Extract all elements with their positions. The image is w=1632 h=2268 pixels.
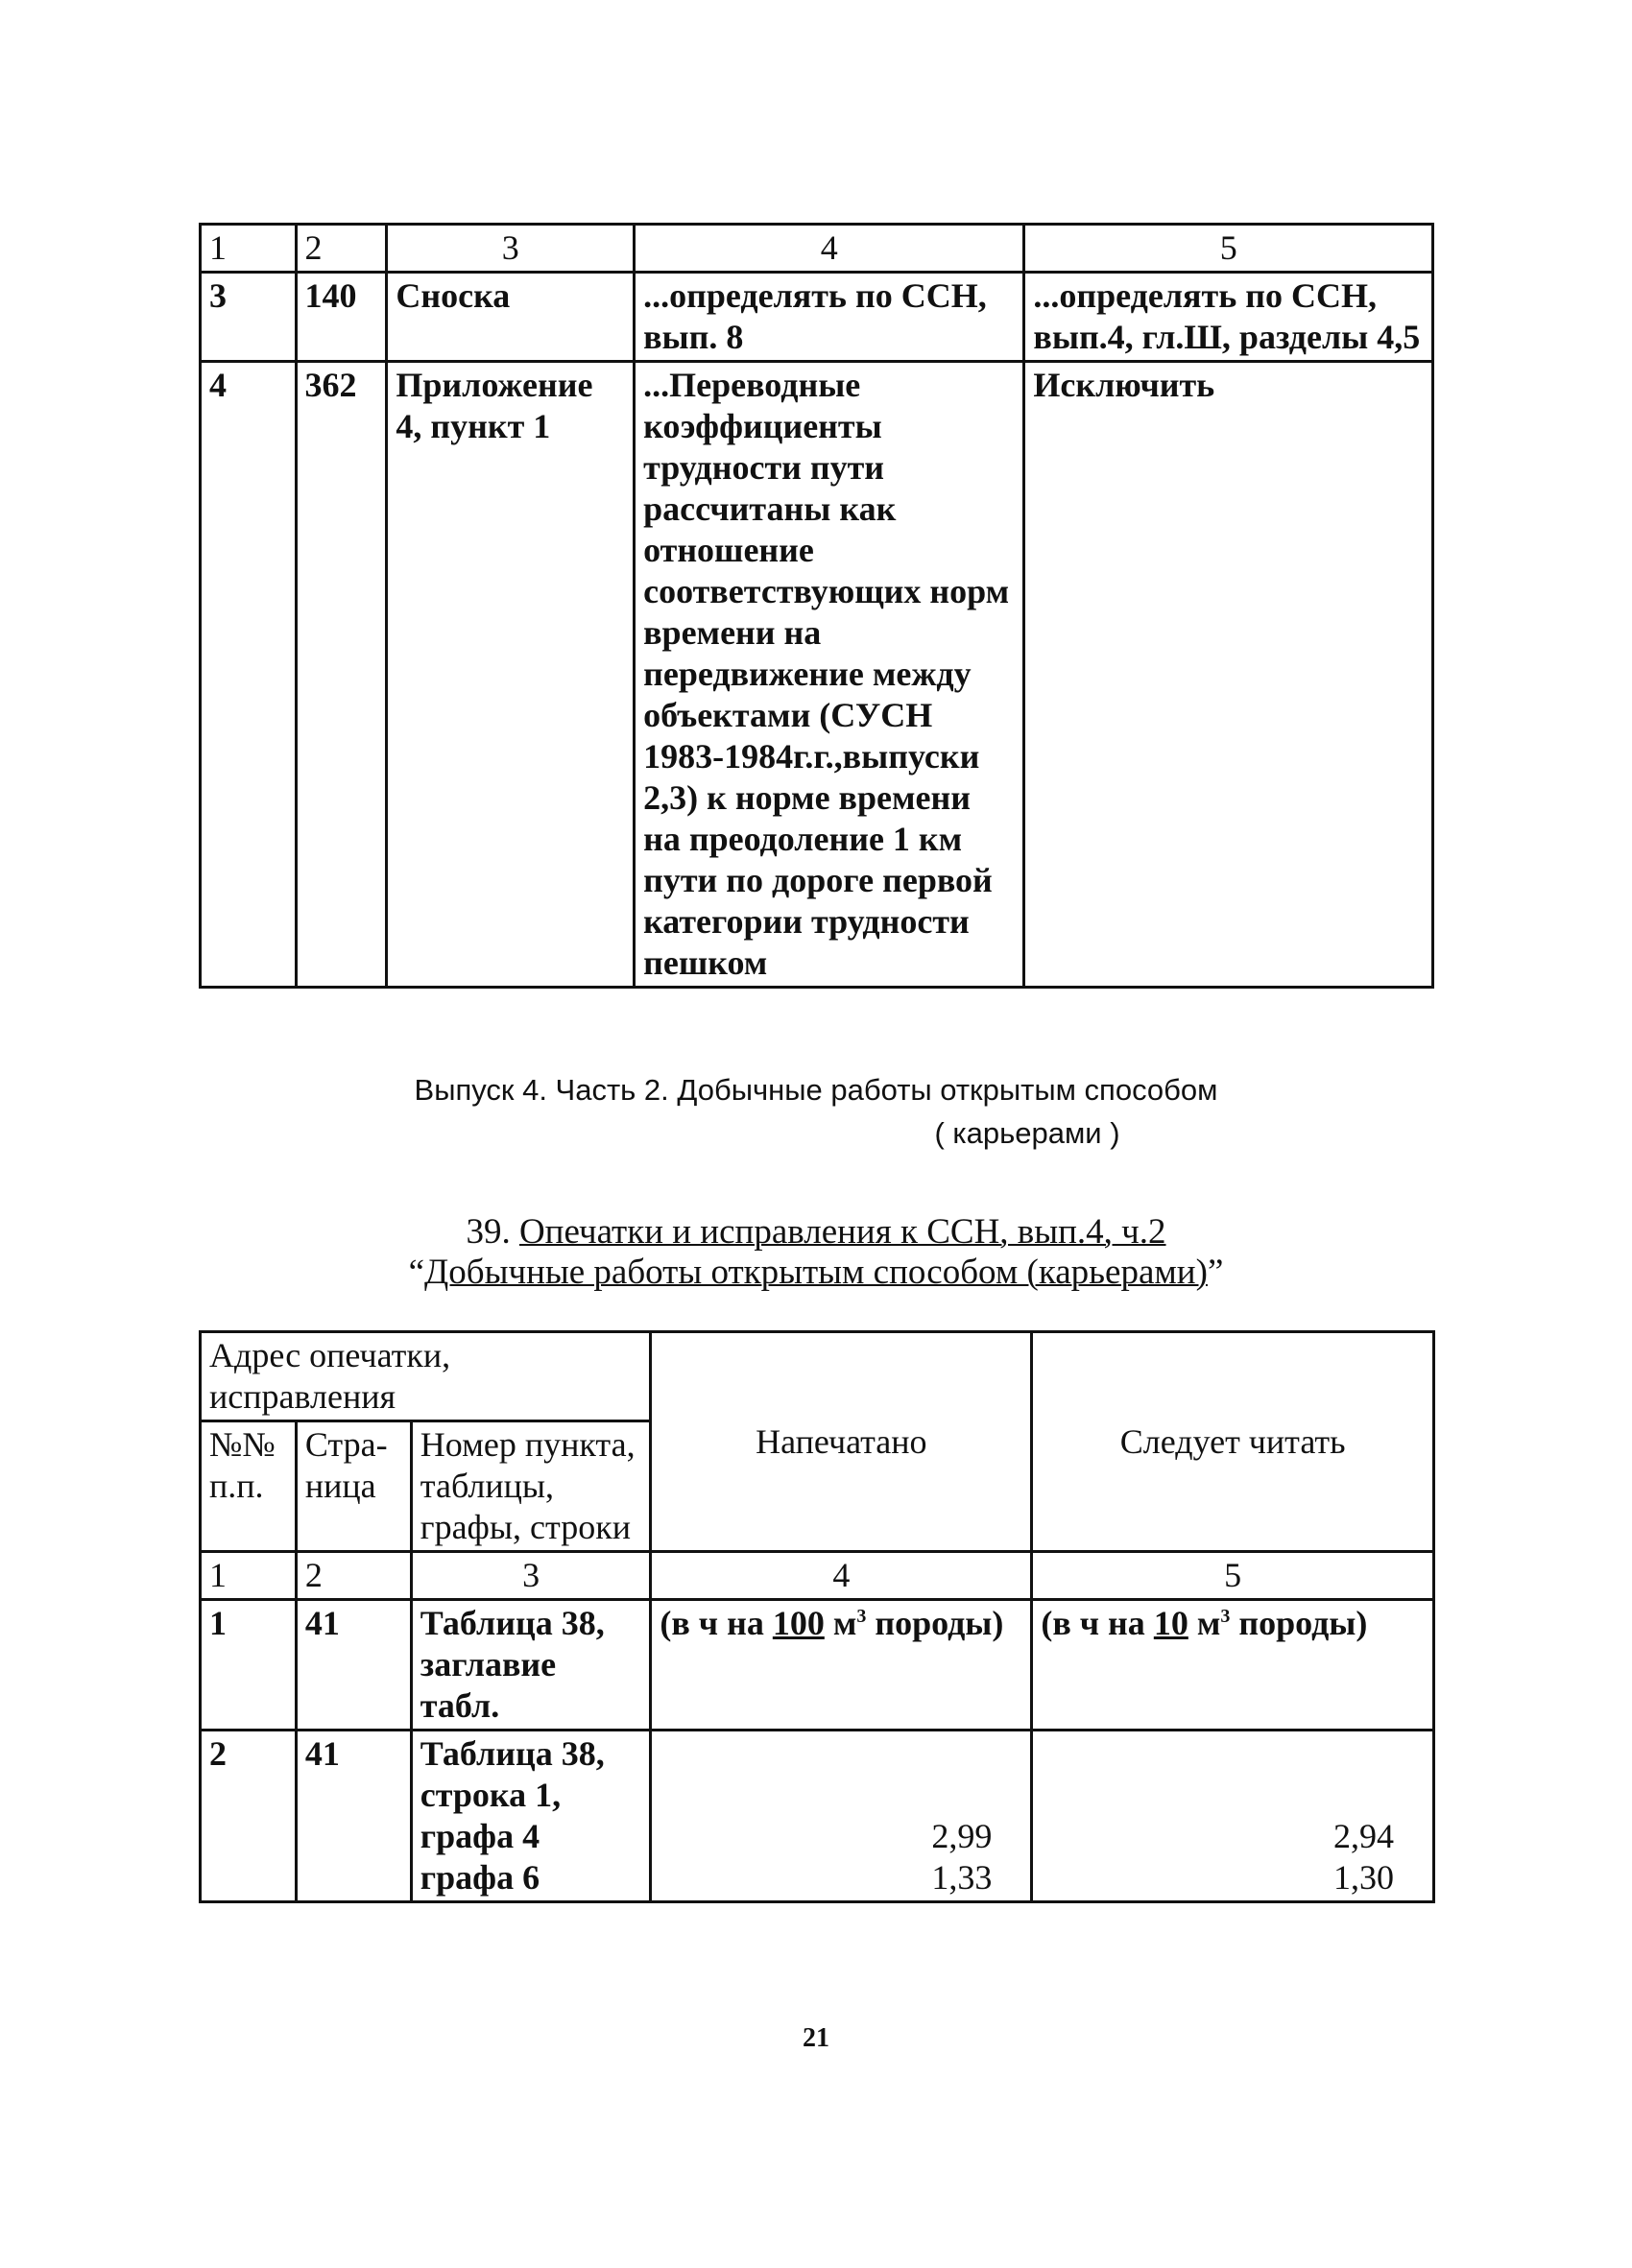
col-num-2: 2 <box>296 1552 411 1600</box>
header-page: Стра-ница <box>296 1421 411 1552</box>
column-number-row <box>201 1552 1434 1600</box>
section-subtitle: ( карьерами ) <box>934 1116 1120 1150</box>
table-caption-line2 <box>0 1252 1632 1294</box>
section-title: Выпуск 4. Часть 2. Добычные работы открытым способом <box>414 1073 1218 1107</box>
printed-value: 2,99 <box>931 1817 993 1855</box>
correct-pre: (в ч на <box>1041 1604 1154 1642</box>
printed-sup: 3 <box>856 1606 867 1627</box>
col-num-4: 4 <box>635 225 1024 273</box>
row-correct <box>1032 1600 1434 1731</box>
printed-value: 1,33 <box>931 1858 993 1897</box>
caption-quote-open: “ <box>408 1253 425 1292</box>
header-address: Адрес опечатки, исправления <box>201 1332 651 1421</box>
row-correct: Исключить <box>1024 362 1433 988</box>
col-num-1: 1 <box>201 225 297 273</box>
row-num: 3 <box>201 273 297 362</box>
printed-unit: м <box>824 1604 857 1642</box>
row-page: 362 <box>296 362 387 988</box>
header-num: №№ п.п. <box>201 1421 297 1552</box>
table-row <box>201 1600 1434 1731</box>
column-number-row <box>201 225 1433 273</box>
row-printed: ...Переводные коэффициенты трудности пути рассчитаны как отношение соответствующих норм времени на передвижение между объектами (СУСН 1983-1984г.г.,выпуски 2,3) к норме времени на преодоление 1 км пути по дороге первой категории трудности пешком <box>635 362 1024 988</box>
correct-value: 2,94 <box>1333 1817 1394 1855</box>
header-printed: Напечатано <box>651 1332 1032 1552</box>
header-row-1 <box>201 1332 1434 1421</box>
errata-table <box>199 1330 1435 1903</box>
header-correct: Следует читать <box>1032 1332 1434 1552</box>
table-row <box>201 1731 1434 1902</box>
col-num-3: 3 <box>387 225 635 273</box>
row-item: Таблица 38, заглавие табл. <box>411 1600 651 1731</box>
col-num-1: 1 <box>201 1552 297 1600</box>
row-printed <box>651 1731 1032 1902</box>
row-num: 4 <box>201 362 297 988</box>
item-line: строка 1, <box>420 1776 562 1814</box>
row-page: 140 <box>296 273 387 362</box>
correct-unit: м <box>1188 1604 1221 1642</box>
col-num-5: 5 <box>1032 1552 1434 1600</box>
section-subtitle-wrap <box>0 1113 1632 1154</box>
caption-title: Опечатки и исправления к ССН, вып.4, ч.2 <box>518 1212 1166 1252</box>
col-num-4: 4 <box>651 1552 1032 1600</box>
row-num: 2 <box>201 1731 297 1902</box>
row-page: 41 <box>296 1731 411 1902</box>
item-line: графа 4 <box>420 1817 540 1855</box>
item-line: Таблица 38, <box>420 1734 605 1773</box>
printed-num: 100 <box>772 1604 825 1642</box>
col-num-3: 3 <box>411 1552 651 1600</box>
errata-table-continued <box>199 223 1434 989</box>
row-item <box>411 1731 651 1902</box>
row-item: Приложение 4, пункт 1 <box>387 362 635 988</box>
printed-pre: (в ч на <box>660 1604 773 1642</box>
row-printed <box>651 1600 1032 1731</box>
row-page: 41 <box>296 1600 411 1731</box>
page-number: 21 <box>803 2023 829 2053</box>
caption-subtitle: Добычные работы открытым способом (карьерами) <box>424 1253 1208 1292</box>
correct-value: 1,30 <box>1333 1858 1394 1897</box>
item-line: графа 6 <box>420 1858 540 1897</box>
correct-sup: 3 <box>1220 1606 1231 1627</box>
row-correct <box>1032 1731 1434 1902</box>
row-correct: ...определять по ССН, вып.4, гл.Ш, разделы 4,5 <box>1024 273 1433 362</box>
caption-number: 39. <box>466 1212 511 1252</box>
correct-num: 10 <box>1153 1604 1188 1642</box>
table-caption-line1 <box>0 1211 1632 1253</box>
correct-end: породы) <box>1230 1604 1368 1642</box>
row-item: Сноска <box>387 273 635 362</box>
printed-end: породы) <box>866 1604 1004 1642</box>
table-row <box>201 273 1433 362</box>
table-row <box>201 362 1433 988</box>
header-item: Номер пункта, таблицы, графы, строки <box>411 1421 651 1552</box>
col-num-2: 2 <box>296 225 387 273</box>
caption-quote-close: ” <box>1207 1253 1224 1292</box>
row-num: 1 <box>201 1600 297 1731</box>
row-printed: ...определять по ССН, вып. 8 <box>635 273 1024 362</box>
col-num-5: 5 <box>1024 225 1433 273</box>
